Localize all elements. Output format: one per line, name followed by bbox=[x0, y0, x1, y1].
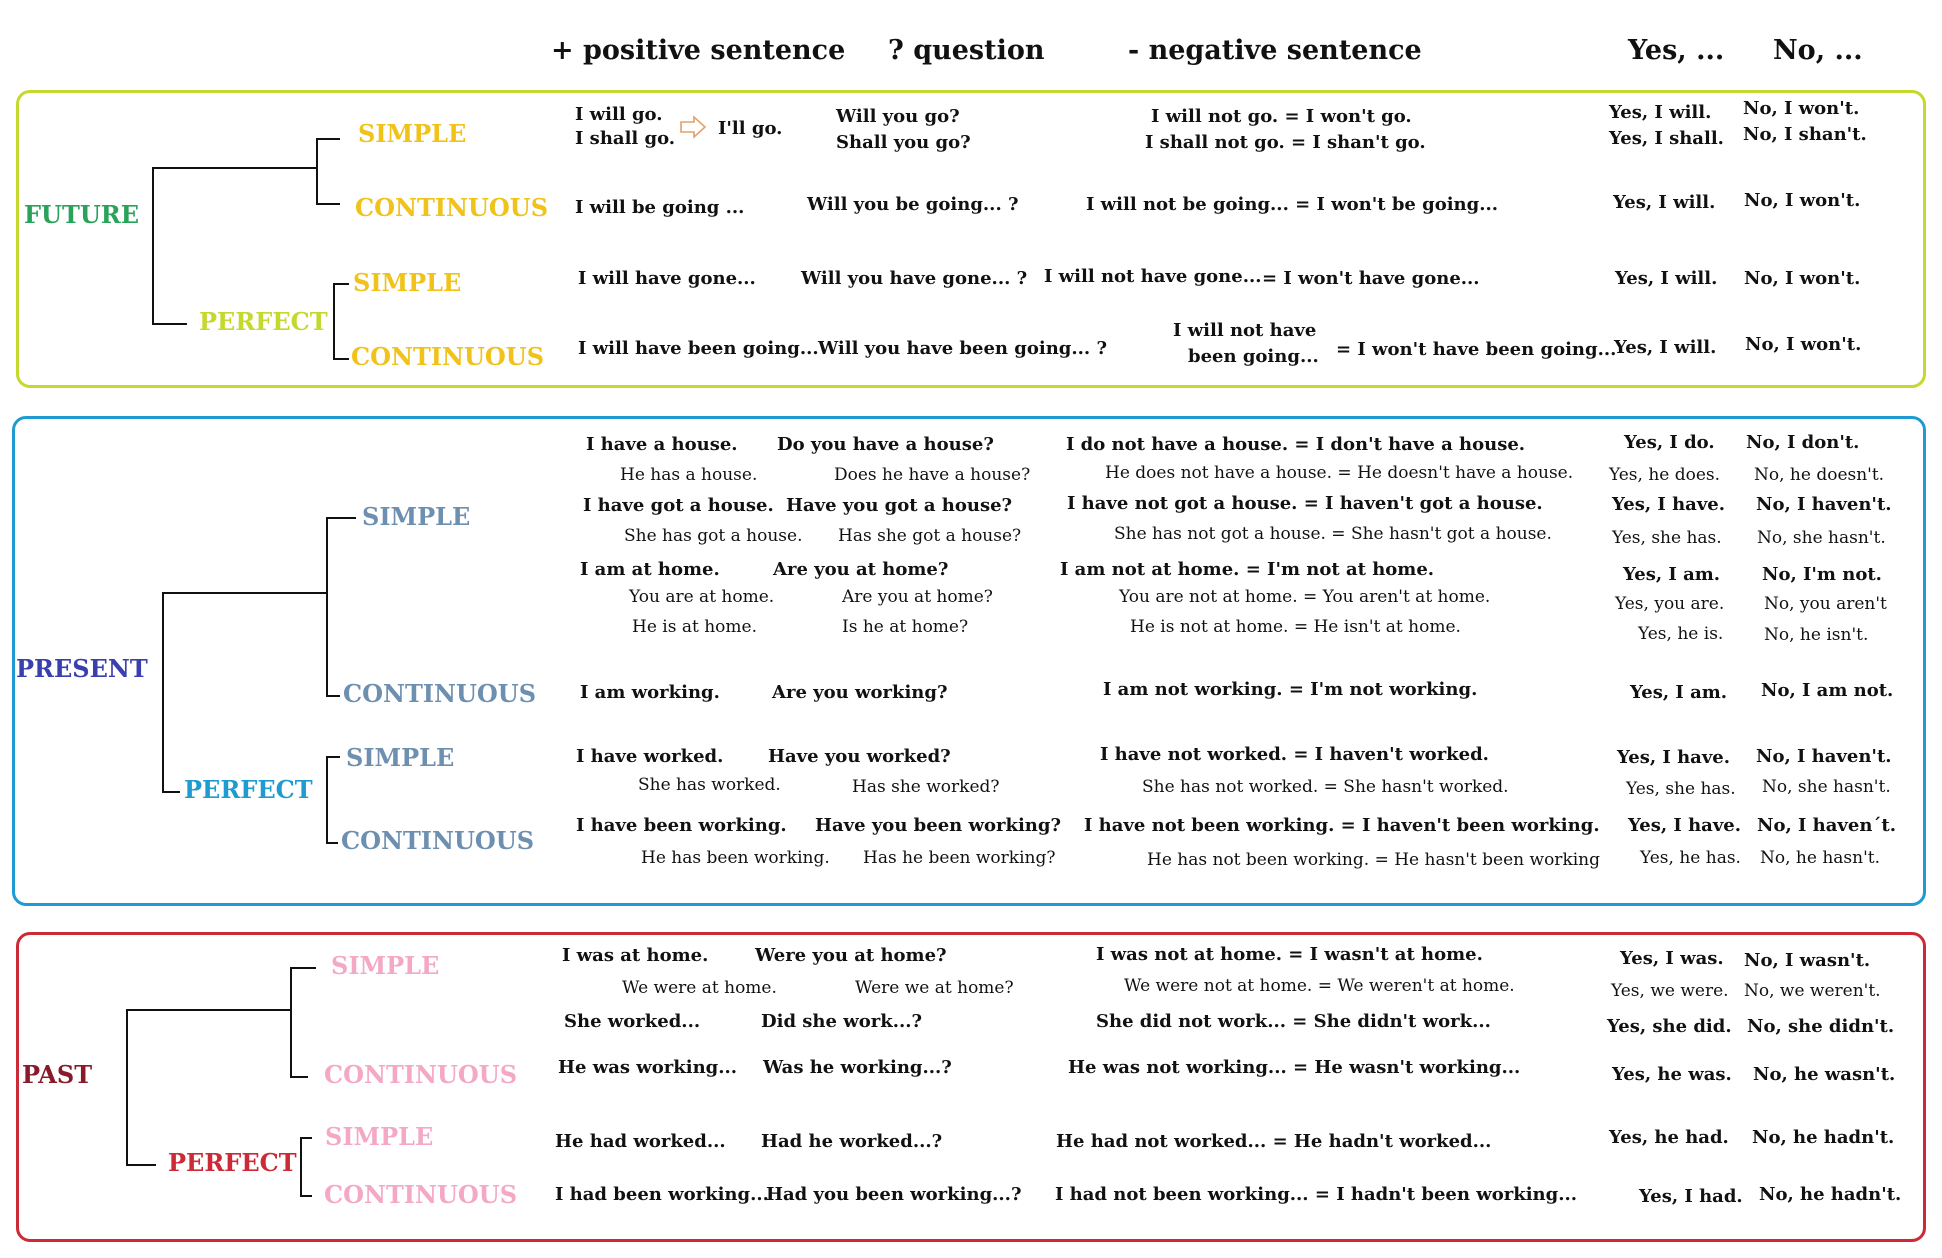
present-d-yes: Yes, I am. bbox=[1630, 682, 1728, 703]
present-b-no-sub: No, she hasn't. bbox=[1757, 528, 1886, 548]
present-simple-label: SIMPLE bbox=[362, 502, 471, 531]
future-perfect-label: PERFECT bbox=[199, 307, 328, 336]
present-b-yes: Yes, I have. bbox=[1612, 494, 1726, 515]
past-simple-label: SIMPLE bbox=[331, 951, 440, 980]
past-d-negative: He had not worked... = He hadn't worked... bbox=[1056, 1131, 1492, 1152]
future-continuous-yes: Yes, I will. bbox=[1613, 192, 1716, 213]
past-a-negative-sub: We were not at home. = We weren't at home. bbox=[1124, 976, 1515, 996]
present-perfect-bracket bbox=[326, 756, 328, 843]
future-continuous-label: CONTINUOUS bbox=[355, 193, 549, 222]
future-cont-tick bbox=[316, 203, 340, 205]
future-perfect-simple-question: Will you have gone... ? bbox=[801, 268, 1028, 289]
future-simple-label: SIMPLE bbox=[358, 119, 467, 148]
past-a-question-sub: Were we at home? bbox=[855, 978, 1014, 998]
future-simple-no-1: No, I won't. bbox=[1743, 98, 1860, 119]
past-e-negative: I had not been working... = I hadn't been working... bbox=[1055, 1184, 1577, 1205]
present-b-yes-sub: Yes, she has. bbox=[1612, 528, 1722, 548]
present-f-positive-sub: He has been working. bbox=[641, 848, 830, 868]
future-simple-no-2: No, I shan't. bbox=[1743, 124, 1867, 145]
present-cont-tick bbox=[326, 695, 340, 697]
present-c-no-sub-1: No, you aren't bbox=[1764, 594, 1887, 614]
past-a-negative: I was not at home. = I wasn't at home. bbox=[1096, 944, 1483, 965]
future-perfect-continuous-negative-3: = I won't have been going... bbox=[1336, 339, 1617, 360]
past-perfect-label: PERFECT bbox=[168, 1148, 297, 1177]
past-b-negative: She did not work... = She didn't work... bbox=[1096, 1011, 1491, 1032]
present-b-positive-sub: She has got a house. bbox=[624, 526, 803, 546]
present-a-question: Do you have a house? bbox=[777, 434, 994, 455]
present-tree-trunk bbox=[162, 592, 164, 792]
past-perfect-bracket bbox=[300, 1137, 302, 1196]
future-perfect-continuous-yes: Yes, I will. bbox=[1614, 337, 1717, 358]
past-c-negative: He was not working... = He wasn't working... bbox=[1068, 1057, 1521, 1078]
present-tree-top-branch bbox=[162, 592, 328, 594]
past-c-question: Was he working...? bbox=[763, 1057, 952, 1078]
present-a-yes-sub: Yes, he does. bbox=[1609, 465, 1721, 485]
past-perfect-continuous-label: CONTINUOUS bbox=[324, 1180, 518, 1209]
future-perfect-simple-no: No, I won't. bbox=[1744, 268, 1861, 289]
present-f-question-sub: Has he been working? bbox=[863, 848, 1056, 868]
header-no: No, ... bbox=[1773, 35, 1863, 66]
future-perfect-simple-label: SIMPLE bbox=[353, 268, 462, 297]
present-c-no: No, I'm not. bbox=[1762, 564, 1882, 585]
present-f-question: Have you been working? bbox=[815, 815, 1062, 836]
future-continuous-positive: I will be going ... bbox=[575, 197, 745, 218]
past-a-question: Were you at home? bbox=[755, 945, 947, 966]
present-e-question: Have you worked? bbox=[768, 746, 951, 767]
present-b-negative: I have not got a house. = I haven't got a house. bbox=[1067, 493, 1543, 514]
present-tree-bottom-branch bbox=[162, 791, 180, 793]
past-a-no-sub: No, we weren't. bbox=[1744, 981, 1881, 1001]
future-perfect-continuous-negative-1: I will not have bbox=[1173, 320, 1317, 341]
past-c-no: No, he wasn't. bbox=[1753, 1064, 1896, 1085]
future-simple-negative-2: I shall not go. = I shan't go. bbox=[1145, 132, 1426, 153]
present-c-question-sub-1: Are you at home? bbox=[842, 587, 993, 607]
present-simple-tick bbox=[326, 517, 356, 519]
future-simple-yes-2: Yes, I shall. bbox=[1609, 128, 1724, 149]
past-simple-cont-bracket bbox=[290, 967, 292, 1077]
past-label: PAST bbox=[22, 1060, 93, 1089]
past-simple-tick bbox=[290, 967, 316, 969]
past-b-no: No, she didn't. bbox=[1747, 1016, 1895, 1037]
present-e-no: No, I haven't. bbox=[1756, 746, 1892, 767]
future-tree-bottom-branch bbox=[152, 323, 187, 325]
future-perfect-bracket bbox=[333, 283, 335, 359]
past-a-yes-sub: Yes, we were. bbox=[1611, 981, 1729, 1001]
present-continuous-label: CONTINUOUS bbox=[343, 679, 537, 708]
past-d-no: No, he hadn't. bbox=[1752, 1127, 1895, 1148]
past-tree-bottom-branch bbox=[126, 1164, 156, 1166]
past-continuous-label: CONTINUOUS bbox=[324, 1060, 518, 1089]
present-a-positive: I have a house. bbox=[586, 434, 738, 455]
future-label: FUTURE bbox=[24, 200, 139, 229]
present-perfect-simple-label: SIMPLE bbox=[346, 743, 455, 772]
present-e-yes: Yes, I have. bbox=[1617, 747, 1731, 768]
past-b-question: Did she work...? bbox=[761, 1011, 923, 1032]
present-a-no: No, I don't. bbox=[1746, 432, 1860, 453]
present-b-no: No, I haven't. bbox=[1756, 494, 1892, 515]
header-yes: Yes, ... bbox=[1628, 35, 1725, 66]
present-c-negative: I am not at home. = I'm not at home. bbox=[1060, 559, 1435, 580]
past-c-yes: Yes, he was. bbox=[1612, 1064, 1732, 1085]
past-a-positive-sub: We were at home. bbox=[622, 978, 777, 998]
present-f-yes: Yes, I have. bbox=[1628, 815, 1742, 836]
present-f-yes-sub: Yes, he has. bbox=[1640, 848, 1741, 868]
present-c-negative-sub-1: You are not at home. = You aren't at home. bbox=[1119, 587, 1491, 607]
present-c-yes: Yes, I am. bbox=[1623, 564, 1721, 585]
future-perfect-simple-yes: Yes, I will. bbox=[1615, 268, 1718, 289]
present-a-negative-sub: He does not have a house. = He doesn't have a house. bbox=[1105, 463, 1574, 483]
present-f-no: No, I haven´t. bbox=[1757, 815, 1897, 836]
past-e-positive: I had been working... bbox=[555, 1184, 769, 1205]
future-simple-negative-1: I will not go. = I won't go. bbox=[1151, 106, 1412, 127]
present-c-positive-sub-2: He is at home. bbox=[632, 617, 757, 637]
present-d-no: No, I am not. bbox=[1761, 680, 1894, 701]
future-simple-contraction: I'll go. bbox=[718, 118, 783, 139]
present-label: PRESENT bbox=[16, 654, 148, 683]
past-b-positive: She worked... bbox=[564, 1011, 701, 1032]
past-c-positive: He was working... bbox=[558, 1057, 738, 1078]
past-cont-tick bbox=[290, 1076, 308, 1078]
present-c-positive-sub-1: You are at home. bbox=[629, 587, 775, 607]
past-e-no: No, he hadn't. bbox=[1759, 1184, 1902, 1205]
present-perfect-cont-tick bbox=[326, 842, 338, 844]
present-e-no-sub: No, she hasn't. bbox=[1762, 777, 1891, 797]
present-simple-cont-bracket bbox=[326, 517, 328, 696]
future-perfect-simple-tick bbox=[333, 283, 349, 285]
present-b-negative-sub: She has not got a house. = She hasn't got a house. bbox=[1114, 524, 1552, 544]
past-tree-top-branch bbox=[126, 1009, 291, 1011]
past-perfect-simple-tick bbox=[300, 1137, 312, 1139]
future-perfect-continuous-question: Will you have been going... ? bbox=[818, 338, 1107, 359]
past-a-yes: Yes, I was. bbox=[1620, 948, 1724, 969]
future-perfect-continuous-positive: I will have been going... bbox=[578, 338, 819, 359]
future-continuous-no: No, I won't. bbox=[1744, 190, 1861, 211]
future-perfect-continuous-label: CONTINUOUS bbox=[351, 342, 545, 371]
future-simple-cont-bracket bbox=[316, 138, 318, 204]
present-e-positive: I have worked. bbox=[576, 746, 724, 767]
present-c-question: Are you at home? bbox=[773, 559, 949, 580]
future-simple-yes-1: Yes, I will. bbox=[1609, 102, 1712, 123]
present-e-negative: I have not worked. = I haven't worked. bbox=[1100, 744, 1489, 765]
future-simple-question-1: Will you go? bbox=[836, 106, 960, 127]
present-a-no-sub: No, he doesn't. bbox=[1754, 465, 1885, 485]
present-c-yes-sub-2: Yes, he is. bbox=[1638, 624, 1724, 644]
present-f-negative-sub: He has not been working. = He hasn't been working bbox=[1147, 850, 1601, 870]
future-perfect-simple-positive: I will have gone... bbox=[578, 268, 756, 289]
present-a-negative: I do not have a house. = I don't have a house. bbox=[1066, 434, 1526, 455]
past-d-positive: He had worked... bbox=[555, 1131, 726, 1152]
past-a-positive: I was at home. bbox=[562, 945, 709, 966]
future-perfect-simple-negative-2: = I won't have gone... bbox=[1262, 268, 1480, 289]
present-f-no-sub: No, he hasn't. bbox=[1760, 848, 1880, 868]
future-simple-question-2: Shall you go? bbox=[836, 132, 971, 153]
present-d-positive: I am working. bbox=[580, 682, 720, 703]
right-outline-arrow-icon bbox=[680, 115, 707, 142]
past-e-question: Had you been working...? bbox=[766, 1184, 1022, 1205]
future-perfect-simple-negative-1: I will not have gone... bbox=[1044, 266, 1262, 287]
present-e-negative-sub: She has not worked. = She hasn't worked. bbox=[1142, 777, 1509, 797]
header-question: ? question bbox=[888, 35, 1045, 66]
past-d-question: Had he worked...? bbox=[761, 1131, 943, 1152]
present-perfect-continuous-label: CONTINUOUS bbox=[341, 826, 535, 855]
future-continuous-question: Will you be going... ? bbox=[807, 194, 1019, 215]
past-perfect-simple-label: SIMPLE bbox=[325, 1122, 434, 1151]
header-negative: - negative sentence bbox=[1128, 35, 1422, 66]
future-simple-tick bbox=[316, 138, 340, 140]
past-a-no: No, I wasn't. bbox=[1744, 950, 1871, 971]
header-positive: + positive sentence bbox=[551, 35, 846, 66]
past-e-yes: Yes, I had. bbox=[1639, 1186, 1743, 1207]
future-perfect-continuous-no: No, I won't. bbox=[1745, 334, 1862, 355]
future-simple-positive-1: I will go. bbox=[575, 104, 663, 125]
present-d-negative: I am not working. = I'm not working. bbox=[1103, 679, 1478, 700]
present-c-no-sub-2: No, he isn't. bbox=[1764, 625, 1869, 645]
future-tree-top-branch bbox=[152, 167, 317, 169]
present-e-positive-sub: She has worked. bbox=[638, 775, 781, 795]
future-tree-trunk bbox=[152, 167, 154, 324]
past-d-yes: Yes, he had. bbox=[1609, 1127, 1729, 1148]
present-c-positive: I am at home. bbox=[580, 559, 720, 580]
future-perfect-continuous-negative-2: been going... bbox=[1188, 346, 1319, 367]
present-c-yes-sub-1: Yes, you are. bbox=[1615, 594, 1725, 614]
present-c-negative-sub-2: He is not at home. = He isn't at home. bbox=[1130, 617, 1461, 637]
past-tree-trunk bbox=[126, 1009, 128, 1165]
present-f-negative: I have not been working. = I haven't been working. bbox=[1084, 815, 1600, 836]
past-perfect-cont-tick bbox=[300, 1195, 312, 1197]
present-a-positive-sub: He has a house. bbox=[620, 465, 758, 485]
present-perfect-simple-tick bbox=[326, 756, 340, 758]
present-b-positive: I have got a house. bbox=[583, 495, 774, 516]
present-b-question: Have you got a house? bbox=[786, 495, 1013, 516]
present-perfect-label: PERFECT bbox=[184, 775, 313, 804]
present-e-question-sub: Has she worked? bbox=[852, 777, 1000, 797]
future-perfect-cont-tick bbox=[333, 358, 349, 360]
future-continuous-negative: I will not be going... = I won't be going... bbox=[1086, 194, 1499, 215]
present-f-positive: I have been working. bbox=[576, 815, 787, 836]
present-a-question-sub: Does he have a house? bbox=[834, 465, 1031, 485]
present-d-question: Are you working? bbox=[772, 682, 948, 703]
present-b-question-sub: Has she got a house? bbox=[838, 526, 1022, 546]
future-simple-positive-2: I shall go. bbox=[575, 128, 676, 149]
present-a-yes: Yes, I do. bbox=[1624, 432, 1715, 453]
present-c-question-sub-2: Is he at home? bbox=[842, 617, 969, 637]
present-e-yes-sub: Yes, she has. bbox=[1626, 779, 1736, 799]
past-b-yes: Yes, she did. bbox=[1607, 1016, 1732, 1037]
